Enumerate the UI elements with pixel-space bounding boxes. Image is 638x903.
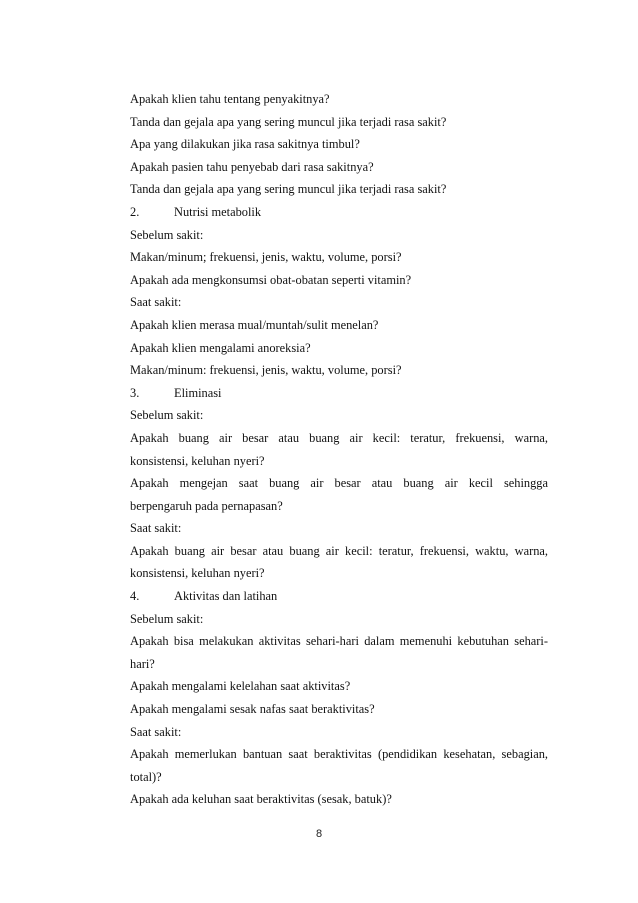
text-line: hari? (130, 656, 155, 671)
text-line: konsistensi, keluhan nyeri? (130, 453, 265, 468)
text-line: Tanda dan gejala apa yang sering muncul jika terjadi rasa sakit? (130, 182, 447, 197)
subheading-before-illness: Sebelum sakit: (130, 611, 204, 626)
section-title: Eliminasi (174, 385, 222, 400)
text-line: Apakah klien mengalami anoreksia? (130, 340, 311, 355)
text-line: Apakah mengalami sesak nafas saat beraktivitas? (130, 702, 375, 717)
text-line: Apakah klien tahu tentang penyakitnya? (130, 92, 330, 106)
section-heading-aktivitas (130, 585, 548, 608)
text-line: Tanda dan gejala apa yang sering muncul jika terjadi rasa sakit? (130, 114, 447, 129)
text-line: Apakah buang air besar atau buang air kecil: teratur, frekuensi, warna, (130, 430, 548, 445)
section-number: 4. (130, 589, 140, 604)
section-title: Aktivitas dan latihan (174, 589, 278, 604)
subheading-during-illness: Saat sakit: (130, 295, 182, 310)
subheading-before-illness: Sebelum sakit: (130, 408, 204, 423)
section-title: Nutrisi metabolik (174, 204, 262, 219)
text-line: Apakah buang air besar atau buang air kecil: teratur, frekuensi, waktu, warna, (130, 543, 548, 558)
subheading-before-illness: Sebelum sakit: (130, 227, 204, 242)
subheading-during-illness: Saat sakit: (130, 521, 182, 536)
subheading-during-illness: Saat sakit: (130, 724, 182, 739)
text-line: Apa yang dilakukan jika rasa sakitnya timbul? (130, 137, 360, 152)
text-line: Apakah klien merasa mual/muntah/sulit menelan? (130, 317, 379, 332)
page-content (130, 88, 548, 811)
page-number: 8 (315, 828, 323, 840)
text-line: Makan/minum: frekuensi, jenis, waktu, volume, porsi? (130, 363, 402, 378)
text-line: berpengaruh pada pernapasan? (130, 498, 283, 513)
text-line: Apakah ada keluhan saat beraktivitas (sesak, batuk)? (130, 792, 392, 807)
text-line: Makan/minum; frekuensi, jenis, waktu, volume, porsi? (130, 250, 402, 265)
section-number: 3. (130, 385, 140, 400)
text-line: total)? (130, 769, 162, 784)
text-line: Apakah bisa melakukan aktivitas sehari-hari dalam memenuhi kebutuhan sehari- (130, 634, 548, 649)
text-line: Apakah memerlukan bantuan saat beraktivitas (pendidikan kesehatan, sebagian, (130, 747, 548, 762)
section-heading-eliminasi (130, 382, 548, 405)
text-line: konsistensi, keluhan nyeri? (130, 566, 265, 581)
text-line: Apakah mengalami kelelahan saat aktivitas? (130, 679, 351, 694)
text-line: Apakah pasien tahu penyebab dari rasa sakitnya? (130, 159, 374, 174)
text-line: Apakah ada mengkonsumsi obat-obatan seperti vitamin? (130, 272, 412, 287)
section-heading-nutrisi (130, 201, 548, 224)
section-number: 2. (130, 204, 140, 219)
text-line: Apakah mengejan saat buang air besar atau buang air kecil sehingga (130, 476, 548, 491)
